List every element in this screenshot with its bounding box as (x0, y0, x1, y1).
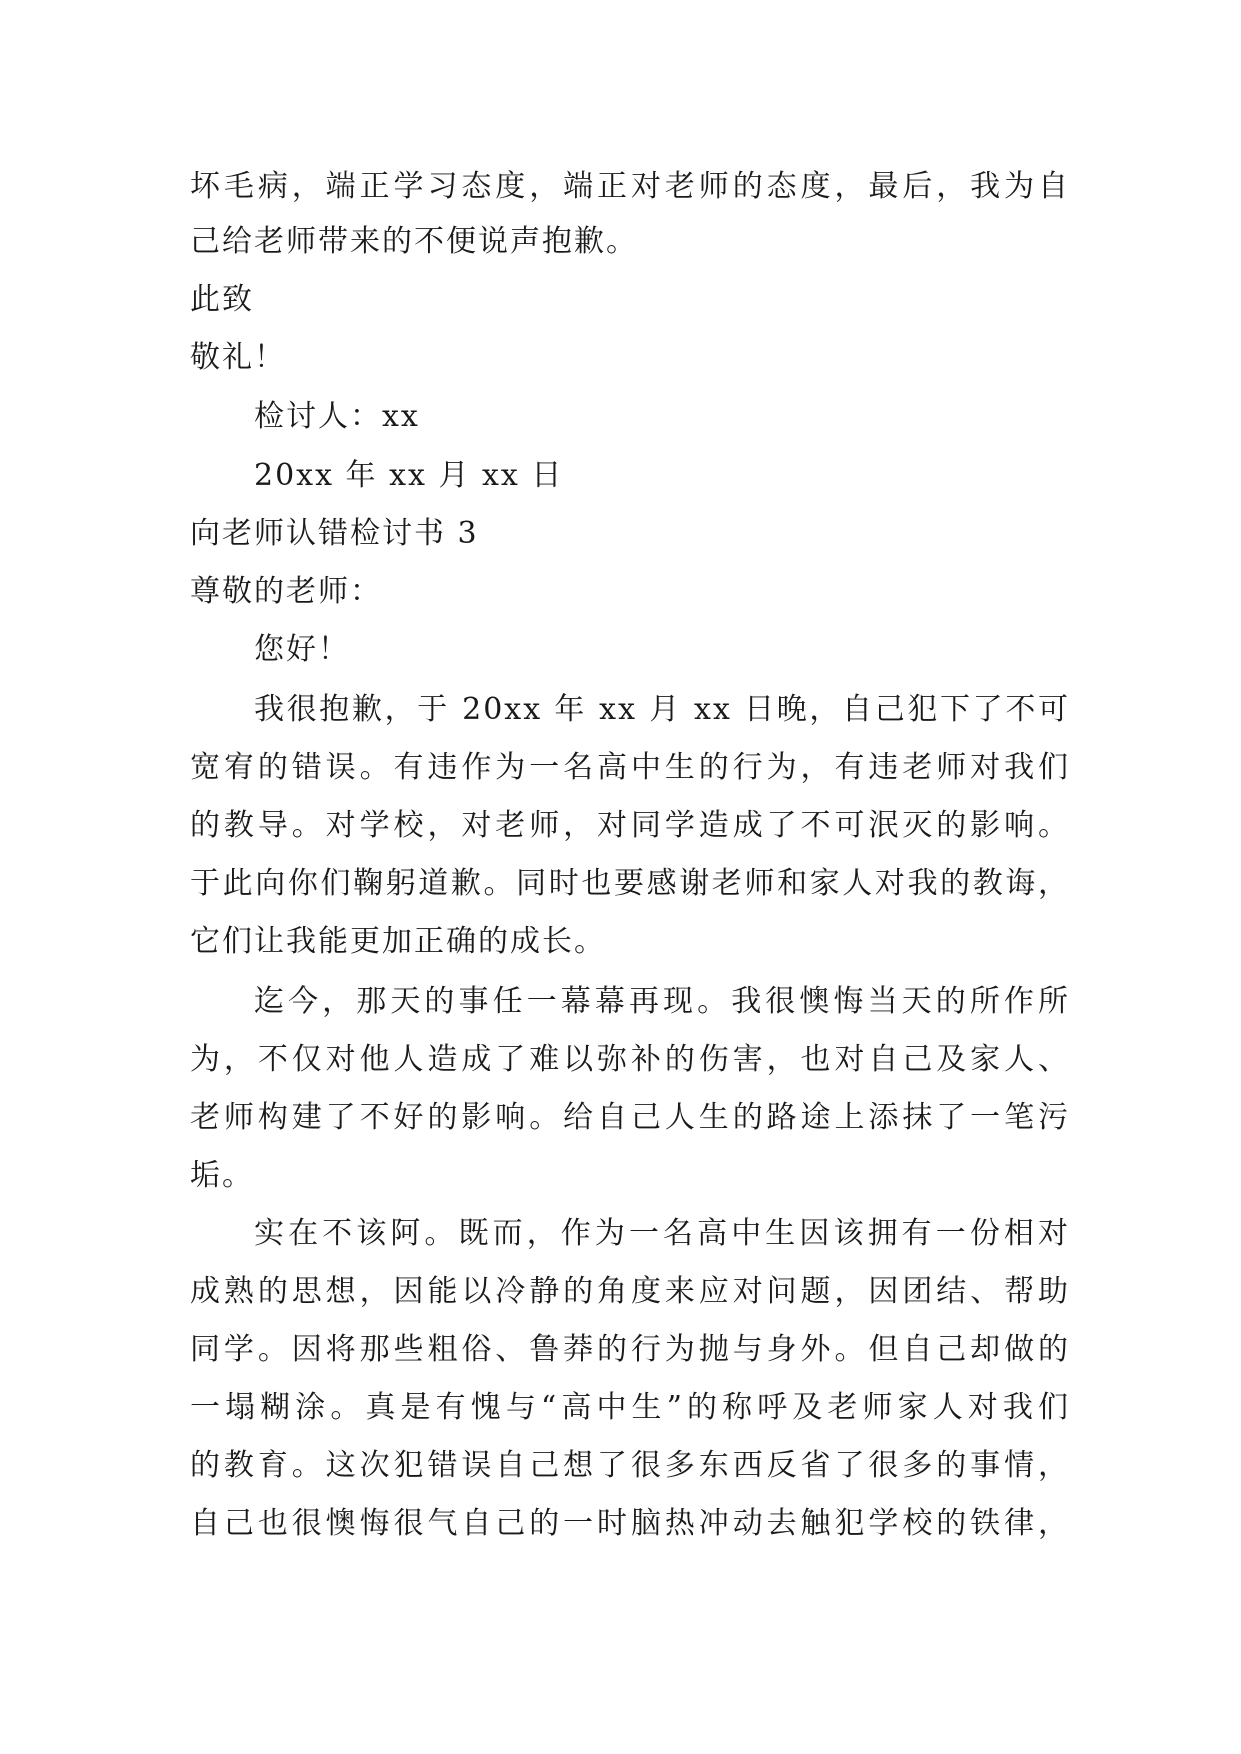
text-line: 己给老师带来的不便说声抱歉。 (190, 224, 638, 259)
text-line: 宽宥的错误。有违作为一名高中生的行为，有违老师对我们 (190, 750, 1070, 785)
section-title: 向老师认错检讨书 3 (190, 516, 479, 551)
greeting: 您好！ (254, 632, 350, 667)
signer: 检讨人：xx (254, 399, 420, 434)
text-line: 同学。因将那些粗俗、鲁莽的行为抛与身外。但自己却做的 (190, 1332, 1070, 1367)
text-line: 垢。 (190, 1158, 254, 1193)
text-line: 的教育。这次犯错误自己想了很多东西反省了很多的事情， (190, 1448, 1070, 1483)
text-line: 自己也很懊悔很气自己的一时脑热冲动去触犯学校的铁律， (190, 1506, 1070, 1541)
text-line: 成熟的思想，因能以冷静的角度来应对问题，因团结、帮助 (190, 1274, 1070, 1309)
text-line: 一塌糊涂。真是有愧与“高中生”的称呼及老师家人对我们 (190, 1390, 1070, 1425)
text-line: 于此向你们鞠躬道歉。同时也要感谢老师和家人对我的教诲， (190, 866, 1070, 901)
closing-salutation: 此致 (190, 282, 254, 317)
text-line: 迄今，那天的事任一幕幕再现。我很懊悔当天的所作所 (254, 984, 1070, 1019)
text-line: 它们让我能更加正确的成长。 (190, 924, 606, 959)
text-line: 坏毛病，端正学习态度，端正对老师的态度，最后，我为自 (190, 169, 1070, 204)
closing-respect: 敬礼！ (190, 340, 286, 375)
salutation: 尊敬的老师： (190, 574, 382, 609)
date: 20xx 年 xx 月 xx 日 (254, 458, 564, 493)
text-line: 的教导。对学校，对老师，对同学造成了不可泯灭的影响。 (190, 808, 1070, 843)
text-line: 为，不仅对他人造成了难以弥补的伤害，也对自己及家人、 (190, 1042, 1070, 1077)
text-line: 我很抱歉，于 20xx 年 xx 月 xx 日晚，自己犯下了不可 (254, 692, 1070, 727)
text-line: 老师构建了不好的影响。给自己人生的路途上添抹了一笔污 (190, 1100, 1070, 1135)
text-line: 实在不该阿。既而，作为一名高中生因该拥有一份相对 (254, 1216, 1070, 1251)
